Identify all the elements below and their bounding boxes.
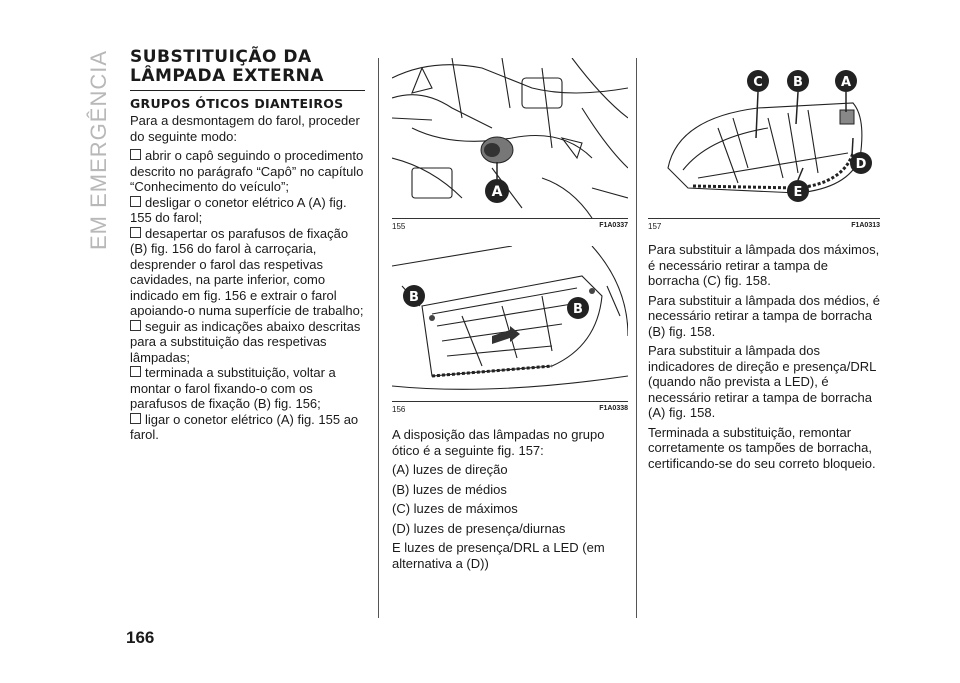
column-divider bbox=[378, 58, 379, 618]
intro-text: Para a desmontagem do farol, proceder do seguinte modo: bbox=[130, 113, 360, 144]
lamp-item: (C) luzes de máximos bbox=[392, 501, 518, 516]
lamp-item: (D) luzes de presença/diurnas bbox=[392, 520, 566, 536]
checkbox-icon bbox=[130, 366, 141, 377]
engine-bay-illustration bbox=[392, 58, 628, 218]
callout-label-d: D bbox=[855, 157, 867, 172]
callout-label-b-right: B bbox=[573, 302, 583, 317]
callout-label-a: A bbox=[840, 75, 852, 90]
figure-caption: 157 F1A0313 bbox=[648, 222, 880, 231]
checkbox-icon bbox=[130, 320, 141, 331]
callout-label-b-left: B bbox=[409, 290, 419, 305]
callout-label-c: C bbox=[753, 75, 763, 90]
figure-155 bbox=[392, 58, 628, 219]
page-number: 166 bbox=[126, 628, 155, 647]
column-divider bbox=[636, 58, 637, 618]
callout-label-b: B bbox=[793, 75, 803, 90]
replacement-text: Para substituir a lâmpada dos máximos, é necessário retirar a tampa de borracha (C) fig. 158. Para substituir a lâmpada dos médios, é necessário retirar a tampa de borracha (B) fig. 158. Para substituir a lâmpada dos indicadores de direção e presença/DRL (quando não prevista a LED), é necessário retirar a tampa de borracha (A) fig. 158. Terminada a substituição, remontar corretamente os tampões de borracha, certificando-se do seu correto bloqueio. bbox=[648, 242, 880, 471]
column-3 bbox=[648, 48, 880, 475]
column-2 bbox=[392, 48, 628, 575]
headlamp-removal-illustration bbox=[392, 246, 628, 401]
checkbox-icon bbox=[130, 196, 141, 207]
chapter-side-title: EM EMERGÊNCIA bbox=[86, 49, 111, 250]
figure-156 bbox=[392, 246, 628, 402]
headlamp-rear-illustration bbox=[648, 58, 880, 218]
step-item: terminada a substituição, voltar a montar o farol fixando-o com os parafusos de fixação (B) fig. 156; bbox=[130, 365, 336, 411]
section-title: SUBSTITUIÇÃO DA LÂMPADA EXTERNA bbox=[130, 48, 365, 91]
step-item: desligar o conetor elétrico A (A) fig. 155 do farol; bbox=[130, 194, 347, 225]
step-item: abrir o capô seguindo o procedimento descrito no parágrafo “Capô” no capítulo “Conhecimento do veículo”; bbox=[130, 148, 364, 194]
checkbox-icon bbox=[130, 227, 141, 238]
checkbox-icon bbox=[130, 413, 141, 424]
step-item: ligar o conetor elétrico (A) fig. 155 ao farol. bbox=[130, 411, 359, 442]
checkbox-icon bbox=[130, 149, 141, 160]
lamp-item: E luzes de presença/DRL a LED (em alternativa a (D)) bbox=[392, 540, 605, 571]
callout-label-e: E bbox=[793, 185, 803, 200]
lamp-item: (A) luzes de direção bbox=[392, 462, 508, 477]
column-1 bbox=[130, 48, 365, 443]
callout-label-a: A bbox=[491, 184, 503, 200]
section-subtitle: GRUPOS ÓTICOS DIANTEIROS bbox=[130, 96, 344, 111]
step-item: desapertar os parafusos de fixação (B) fig. 156 do farol à carroçaria, desprender o farol das respetivas cavidades, na parte inferior, como indicado em fig. 156 e extrair o farol apoiando-o numa superfície de trabalho; bbox=[130, 225, 364, 318]
step-item: seguir as indicações abaixo descritas para a substituição das respetivas lâmpadas; bbox=[130, 318, 361, 365]
figure-caption: 155 F1A0337 bbox=[392, 222, 628, 231]
lamp-item: (B) luzes de médios bbox=[392, 481, 507, 497]
lamp-layout-text: A disposição das lâmpadas no grupo ótico é a seguinte fig. 157: (A) luzes de direção (B) luzes de médios (C) luzes de máximos (D) luzes de presença/diurnas E luzes de presença/DRL a LED (em alternativa a (D)) bbox=[392, 427, 628, 571]
figure-caption: 156 F1A0338 bbox=[392, 405, 628, 414]
figure-157 bbox=[648, 58, 880, 219]
